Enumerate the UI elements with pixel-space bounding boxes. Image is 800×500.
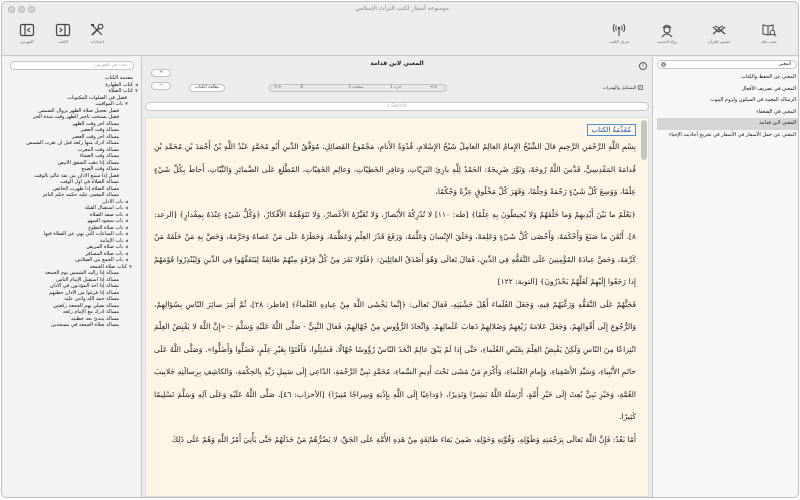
toc-item-label: فصل يستحب تأخير الظهر وقت شدة الحر: [33, 114, 119, 120]
paragraph: فَحَثَّهُمْ عَلَى التَّفَقُّهِ وَرَغَّبَهُمْ فِيهِ، وَجَعَلَ العُلَماءَ أَهْلَ خَشْيَتِهِ، فَقالَ تَعالَى: ﴿إِنَّما يَخْشَى اللَّهَ مِنْ عِبادِهِ العُلَماءُ﴾ [فاطر: ٢٨]، ثُمَّ أَمَرَ سائِرَ النّاسِ بِسُؤالِهِمْ، وَالرُّجُوعِ إِلَى أَقْوالِهِمْ، وَجَعَلَ عَلامَةَ زَيْغِهِمْ وَضَلالِهِمْ ذَهابَ عُلَمائِهِمْ، وَاتِّخاذَ الرُّؤُوسِ مِنْ جُهّالِهِمْ، فَقالَ النَّبِيُّ - صَلَّى اللَّهُ عَلَيْهِ وَسَلَّمَ -: «إِنَّ اللَّهَ لا يَقْبِضُ العِلْمَ انْتِزاعًا مِنَ النّاسِ وَلَكِنْ يَقْبِضُ العِلْمَ بِقَبْضِ العُلَماءِ، حَتَّى إِذا لَمْ يَبْقَ عالِمٌ اتَّخَذَ النّاسُ رُؤُوسًا جُهّالًا، فَسُئِلُوا، فَأَفْتَوْا بِغَيْرِ عِلْمٍ، فَضَلُّوا وَأَضَلُّوا». وَصَلَّى اللَّهُ عَلَى خاتَمِ الأَنْبِياءِ، وَسَيِّدِ الأَصْفِياءِ، وَإِمامِ العُلَماءِ، وَأَكْرَمِ مَنْ مَشَى تَحْتَ أَدِيمِ السَّماءِ، مُحَمَّدٍ نَبِيِّ الرَّحْمَةِ، الدّاعِي إِلَى سَبِيلِ رَبِّهِ بِالحِكْمَةِ، وَالكاشِفِ بِرِسالَتِهِ جَلابِيبَ الغُمَّةِ، وَخَيْرِ نَبِيٍّ بُعِثَ إِلَى خَيْرِ أُمَّةٍ، أَرْسَلَهُ اللَّهُ بَشِيرًا وَنَذِيرًا، ﴿وَداعِيًا إِلَى اللَّهِ بِإِذْنِهِ وَسِراجًا مُنِيرًا﴾ [الأحزاب: ٤٦]، صَلَّى اللَّهُ عَلَيْهِ وَعَلَى آلِهِ وَسَلَّمَ تَسْلِيمًا كَثِيرًا.: [154, 299, 636, 421]
toc-item-label: مسألة حمد الله وأثنى عليه: [64, 296, 119, 302]
settings-button[interactable]: [80, 22, 114, 54]
toc-item-label: مسألة وقت الصبح: [81, 166, 119, 172]
download-button-label: تنزيل الكتب: [609, 39, 629, 44]
toc-item-label: كتاب صلاة الجمعة: [89, 263, 127, 270]
disclosure-open-icon[interactable]: ▼: [124, 101, 128, 106]
reader-pane: [143, 57, 651, 498]
toc-item-label: كتاب الصلاة: [108, 88, 133, 94]
clear-search-icon[interactable]: ×: [661, 62, 666, 67]
books-button[interactable]: [46, 22, 80, 54]
disclosure-closed-icon[interactable]: ◀: [124, 198, 128, 204]
toc-item-label: مسألة إذا استقبل الإمام الناس: [56, 276, 119, 283]
toc-item-label: مسألة آخر وقت العصر: [71, 133, 119, 140]
toc-item-label: فصل تعجيل صلاة الظهر بزوال الشمس: [38, 107, 119, 114]
toc-item-label: باب الساعات التي نهي عن الصلاة فيها: [43, 231, 123, 237]
book-search-value: المغني: [778, 62, 791, 67]
chapter-heading[interactable]: مُقَدِّمَةُ الكتاب: [587, 124, 636, 136]
toc-item-label: مسألة وقت العصر: [80, 127, 119, 133]
index-button[interactable]: [10, 22, 44, 54]
toolbar: [2, 16, 798, 56]
disclosure-closed-icon[interactable]: ◀: [124, 211, 128, 217]
disclosure-closed-icon[interactable]: ◀: [124, 224, 128, 230]
toc-item-label: باب صلاة التطوع: [88, 224, 123, 231]
settings-button-label: إعدادات: [90, 39, 104, 44]
text-search-placeholder: Search: [391, 104, 407, 109]
panel-left-icon: [19, 22, 35, 38]
book-list-item[interactable]: الرسالة المغنية في السكون ولزوم البيوت: [710, 97, 796, 103]
disclosure-closed-icon[interactable]: ◀: [124, 218, 128, 223]
panel-right-icon: [55, 22, 71, 38]
next-page-button[interactable]: <<: [430, 85, 438, 90]
shakl-label: التشكيل والهمزات: [602, 86, 637, 91]
toc-item-label: مسألة الصلاة إذا طهرت الحائض: [52, 185, 119, 192]
app-window: [1, 1, 799, 498]
toc-item-label: مسألة آخر وقت الظهر: [72, 120, 119, 127]
toc-search-placeholder: بحث في الفهرس: [94, 63, 127, 68]
paragraph: بِسْمِ اللَّهِ الرَّحْمَنِ الرَّحِيمِ قالَ الشَّيْخُ الإِمامُ العالِمُ العامِلُ شَيْخُ الإِسْلامِ، قُدْوَةُ الأَنامِ، مَجْمُوعُ الفَضائِلِ، مُوَفَّقُ الدِّينِ أَبُو مُحَمَّدٍ عَبْدُ اللَّهِ بْنُ أَحْمَدَ بْنِ مُحَمَّدِ بْنِ قُدامَةَ المَقْدِسِيُّ، قَدَّسَ اللَّهُ رُوحَهُ، وَنَوَّرَ ضَرِيحَهُ: الحَمْدُ لِلَّهِ بارِئِ البَرِيّاتِ، وَغافِرِ الخَطِيّاتِ، وَعالِمِ الخَفِيّاتِ، المُطَّلِعِ عَلَى الضَّمائِرِ وَالنِّيّاتِ، أَحاطَ بِكُلِّ شَيْءٍ عِلْمًا، وَوَسِعَ كُلَّ شَيْءٍ رَحْمَةً وَحِلْمًا، وَقَهَرَ كُلَّ مَخْلُوقٍ عِزَّةً وَحُكْمًا،: [154, 142, 636, 196]
prev-page-button[interactable]: >>: [274, 85, 282, 90]
disclosure-closed-icon[interactable]: ◀: [124, 205, 128, 210]
toc-item-label: باب المواقيت: [95, 101, 123, 107]
paragraph: أَمّا بَعْدُ: فَإِنَّ اللَّهَ تَعالَى بِرَحْمَتِهِ وَطَوْلِهِ، وَقُوَّتِهِ وَحَوْلِهِ، ضَمِنَ بَقاءَ طائِفَةٍ مِنْ هَذِهِ الأُمَّةِ عَلَى الحَقِّ، لا يَضُرُّهُمْ مَنْ خَذَلَهُمْ حَتَّى يَأْتِيَ أَمْرُ اللَّهِ وَهُمْ عَلَى ذَلِكَ: [171, 434, 636, 444]
toc-item-label: مسألة إذا زالت الشمس يوم الجمعة: [45, 270, 119, 276]
toc-item-label: مسألة إذا ذهب الشفق الأبيض: [57, 159, 119, 166]
index-button-label: الفهرس: [20, 39, 34, 44]
toc-item-label: مسألة إذا أخذ المؤذنون في الأذان: [49, 283, 119, 289]
broadcast-icon: [611, 22, 627, 38]
disclosure-closed-icon[interactable]: ◀: [124, 231, 128, 236]
scholar-icon: [659, 22, 675, 38]
toc-item-label: باب استقبال القبلة: [84, 205, 123, 211]
title-bar: [2, 2, 798, 16]
book-list-item[interactable]: المغني عن حمل الأسفار في الأسفار في تخريج أحاديث الإحياء: [669, 131, 796, 138]
page-number[interactable]: صفحة 3: [348, 85, 364, 90]
toc-item-label: مسألة أدرك منها ركعة قبل أن تغرب الشمس: [26, 140, 119, 146]
toc-item-label: مسألة وقت العشاء: [79, 153, 119, 159]
part-number[interactable]: جزء 1: [390, 85, 402, 90]
disclosure-open-icon[interactable]: ▼: [128, 263, 132, 269]
book-list-panel: [652, 57, 799, 498]
book-list: [657, 72, 799, 141]
book-title: المغني لابن قدامة: [370, 60, 424, 67]
toc-item-label: باب صفة الصلاة: [89, 211, 123, 218]
toc-item-label: باب الجمع بين الصلاتين: [75, 257, 123, 263]
book-search-icon: [761, 22, 777, 38]
download-button[interactable]: [602, 22, 636, 54]
bookmark-button-label: بحث عام: [761, 39, 777, 44]
toc-item-label: باب الأذان: [102, 198, 123, 205]
toc-item-label: فصل إذا سمع الأذان من ثقة عالم بالوقت: [34, 172, 119, 179]
books-button-label: الكتب: [58, 39, 68, 44]
paragraph: ﴿يَعْلَمُ ما بَيْنَ أَيْدِيهِمْ وَما خَلْفَهُمْ وَلا يُحِيطُونَ بِهِ عِلْمًا﴾ [طه: ١١٠] لا تُدْرِكُهُ الأَبْصارُ، وَلا تُغَيِّرُهُ الأَعْصارُ، وَلا تَتَوَهَّمُهُ الأَفْكارُ، ﴿وَكُلُّ شَيْءٍ عِنْدَهُ بِمِقْدارٍ﴾ [الرعد: ٨]. أَتْقَنَ ما صَنَعَ وَأَحْكَمَهُ، وَأَحْصَى كُلَّ شَيْءٍ وَعَلِمَهُ، وَخَلَقَ الإِنْسانَ وَعَلَّمَهُ، وَرَفَعَ قَدْرَ العِلْمِ وَعَظَّمَهُ، وَحَظَرَهُ عَلَى مَنْ عَصاهُ وَحَرَّمَهُ، وَخَصَّ بِهِ مَنْ خَلَقَهُ مَنْ كَرَّمَهُ، وَحَضَّ عِبادَهُ المُؤْمِنِينَ عَلَى التَّفَقُّهِ فِي الدِّينِ، فَقالَ تَعالَى وَهُوَ أَصْدَقُ القائِلِينَ: ﴿فَلَوْلا نَفَرَ مِنْ كُلِّ فِرْقَةٍ مِنْهُمْ طائِفَةٌ لِيَتَفَقَّهُوا فِي الدِّينِ وَلِيُنْذِرُوا قَوْمَهُمْ إِذا رَجَعُوا إِلَيْهِمْ لَعَلَّهُمْ يَحْذَرُونَ﴾ [التوبة: ١٢٢]: [154, 209, 636, 286]
quran-stand-icon: [711, 22, 727, 38]
toc-item-label: مسألة المغمى عليه حكمه حكم النائم: [42, 192, 119, 198]
book-list-item[interactable]: المغني في الضعفاء: [756, 108, 796, 115]
toc-item-label: مسألة صلاة الجمعة في مسجدين: [51, 322, 119, 328]
window-title: موسوعة أسفار لكتب التراث الإسلامي: [354, 5, 449, 12]
book-search-input[interactable]: [657, 60, 797, 69]
disclosure-closed-icon[interactable]: ◀: [124, 237, 128, 243]
narrators-button[interactable]: [650, 22, 684, 54]
toc-search-input[interactable]: [10, 61, 134, 70]
toc-item-label: مسألة الصلاة في أول الوقت: [60, 179, 119, 185]
bookmark-button[interactable]: [752, 22, 786, 54]
search-icon: ⌕: [387, 104, 390, 109]
disclosure-closed-icon[interactable]: ◀: [124, 257, 128, 262]
toc-item[interactable]: [6, 322, 138, 329]
tools-icon: [89, 22, 105, 38]
quran-button-label: تفسير القرآن: [708, 39, 730, 44]
book-list-item[interactable]: المغني عن الحفظ والكتاب: [741, 74, 796, 80]
book-card-button[interactable]: [189, 84, 225, 92]
shakl-checkbox[interactable]: ✓: [638, 85, 642, 90]
book-list-item[interactable]: المغني في تصريف الأفعال: [741, 85, 796, 92]
book-card-label: بطاقة الكتاب: [194, 85, 220, 90]
toc-item-label: مسألة يصلي بهم الجمعة ركعتين: [53, 302, 119, 309]
minimize-window-button[interactable]: [18, 6, 25, 13]
zoom-window-button[interactable]: [28, 6, 35, 13]
zoom-out-button[interactable]: −: [151, 82, 171, 90]
zoom-in-button[interactable]: +: [151, 69, 171, 77]
narrators-button-label: رواة الحديث: [656, 39, 678, 44]
toc-item-label: باب سجود السهو: [87, 218, 123, 224]
disclosure-closed-icon[interactable]: ◀: [124, 250, 128, 256]
disclosure-closed-icon[interactable]: ◀: [124, 244, 128, 249]
info-icon[interactable]: i: [639, 62, 647, 70]
page-navigator: [269, 84, 447, 92]
toc-item-label: مسألة وقت المغرب: [77, 146, 119, 153]
page-counter[interactable]: 3: [300, 85, 303, 90]
book-list-item[interactable]: المغني لابن قدامة: [657, 118, 799, 130]
toc-item-label: كتاب الطهارة: [105, 81, 133, 88]
toc-item-label: باب الإمامة: [99, 237, 123, 244]
book-page[interactable]: [145, 117, 649, 497]
quran-button[interactable]: [702, 22, 736, 54]
toc-sidebar: [2, 57, 142, 498]
toc-item-label: مسألة أدرك مع الإمام ركعة: [62, 309, 119, 315]
toc-item-label: باب صلاة المريض: [86, 244, 123, 250]
toc-item-label: مسألة إذا فرغوا من الأذان خطبهم: [49, 289, 119, 296]
book-scrollbar[interactable]: [641, 120, 647, 160]
disclosure-open-icon[interactable]: ▼: [134, 88, 138, 93]
toc-item-label: فصل في الصلوات المكتوبات: [67, 94, 127, 101]
toc-item-label: مقدمة الكتاب: [104, 75, 133, 81]
toc-tree: [6, 75, 138, 329]
toc-item-label: مسألة يبتدئ بعد خطبته: [71, 315, 119, 322]
text-search-input[interactable]: [145, 102, 649, 111]
shakl-checkbox-row[interactable]: [602, 85, 643, 91]
book-text: [154, 118, 636, 451]
toc-item-label: باب صلاة المسافر: [85, 250, 123, 257]
disclosure-closed-icon[interactable]: ◀: [134, 81, 138, 87]
close-window-button[interactable]: [8, 6, 15, 13]
